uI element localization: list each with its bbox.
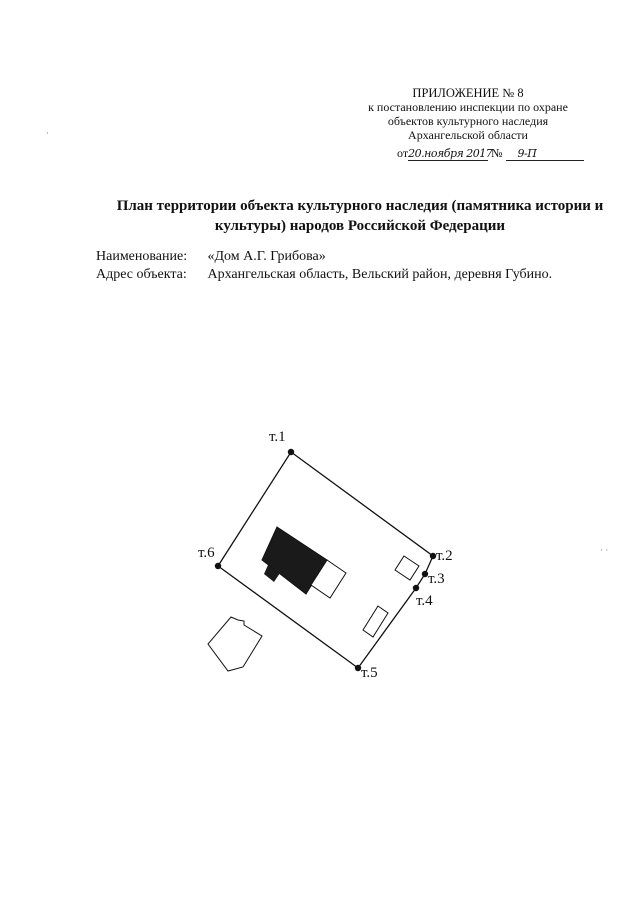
appendix-title: ПРИЛОЖЕНИЕ № 8	[412, 86, 524, 100]
number-value: 9-П	[506, 147, 584, 161]
point-t6-marker	[215, 563, 221, 569]
point-t6-label: т.6	[198, 545, 215, 561]
scan-dot: ·	[46, 128, 49, 138]
point-t5-label: т.5	[361, 665, 378, 681]
point-t4-label: т.4	[416, 593, 433, 609]
point-t2-label: т.2	[436, 548, 453, 564]
address-label: Адрес объекта:	[96, 267, 187, 282]
point-t3-label: т.3	[428, 571, 445, 587]
scan-speck: · ·	[600, 545, 609, 555]
appendix-line-1: к постановлению инспекции по охране	[368, 100, 568, 114]
outbuilding-near-t3	[395, 556, 419, 580]
address-value: Архангельская область, Вельский район, деревня Губино.	[207, 267, 553, 282]
name-value: «Дом А.Г. Грибова»	[207, 249, 326, 264]
name-label: Наименование:	[96, 249, 188, 264]
point-t4-marker	[413, 585, 419, 591]
neighbor-building	[208, 617, 262, 671]
point-t1-marker	[288, 449, 294, 455]
document-title: План территории объекта культурного наследия (памятника истории и культуры) народов Российской Федерации	[116, 198, 604, 234]
date-prefix: от	[397, 146, 409, 160]
number-prefix: №	[491, 146, 503, 160]
appendix-line-2: объектов культурного наследия	[387, 114, 549, 128]
appendix-line-3: Архангельской области	[408, 128, 528, 142]
date-value: 20.ноября 2017	[408, 147, 493, 160]
point-t1-label: т.1	[269, 429, 286, 445]
